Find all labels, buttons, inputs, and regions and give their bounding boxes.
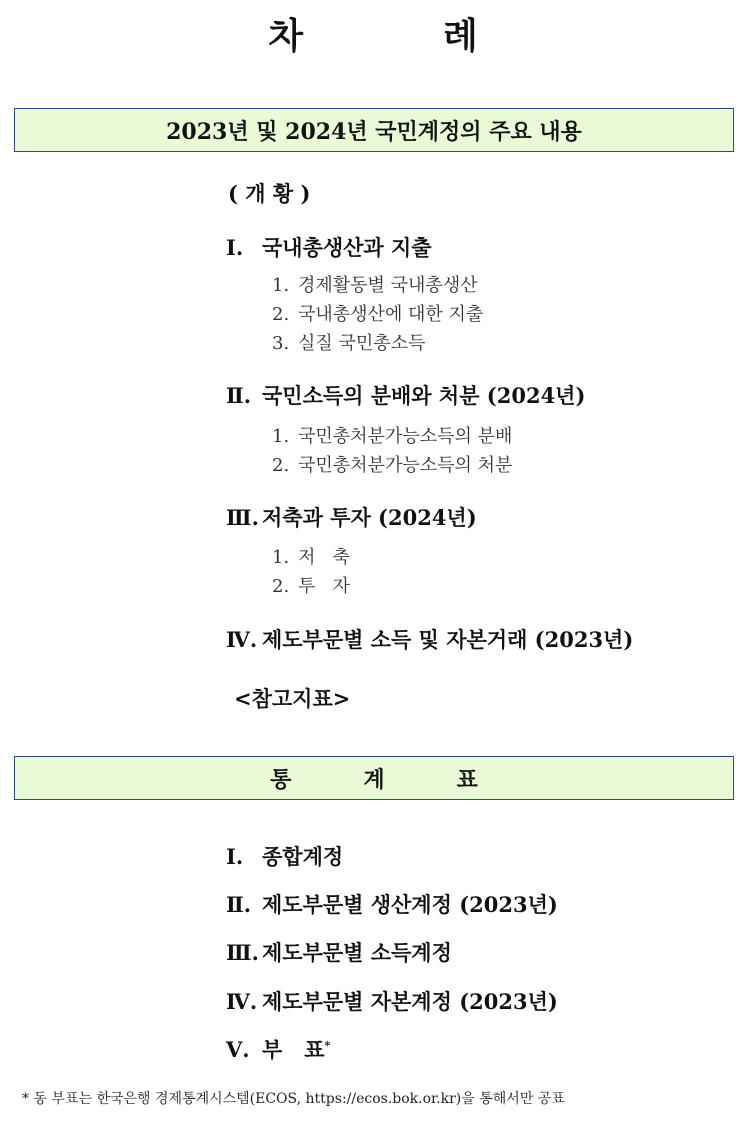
reference-indicators[interactable]: <참고지표> bbox=[234, 686, 351, 711]
banner-word-2: 계 bbox=[363, 766, 385, 793]
chapter-label: 제도부문별 소득 및 자본거래 (2023년) bbox=[262, 627, 634, 652]
roman-numeral: Ⅳ. bbox=[226, 989, 258, 1014]
title-right: 례 bbox=[443, 15, 478, 57]
roman-numeral: Ⅰ. bbox=[226, 844, 244, 869]
chapter-label: 제도부문별 생산계정 (2023년) bbox=[262, 892, 558, 917]
item-number: 2. bbox=[272, 455, 290, 476]
section1-banner-text: 2023년 및 2024년 국민계정의 주요 내용 bbox=[166, 118, 582, 145]
toc-s1-ch3-item-2[interactable] bbox=[272, 572, 350, 598]
item-number: 2. bbox=[272, 576, 290, 597]
toc-s1-chapter-1[interactable] bbox=[226, 232, 432, 262]
item-label: 경제활동별 국내총생산 bbox=[298, 275, 478, 296]
chapter-label: 제도부문별 소득계정 bbox=[262, 940, 452, 965]
item-number: 1. bbox=[272, 547, 290, 568]
title-left: 차 bbox=[268, 15, 303, 57]
item-number: 2. bbox=[272, 304, 290, 325]
item-label: 국내총생산에 대한 지출 bbox=[298, 304, 484, 325]
toc-s1-chapter-4[interactable] bbox=[226, 624, 633, 654]
chapter-label: 종합계정 bbox=[262, 844, 344, 869]
chapter-label: 부 표 bbox=[262, 1037, 325, 1062]
item-label: 실질 국민총소득 bbox=[298, 333, 426, 354]
toc-s1-ch2-item-2[interactable] bbox=[272, 451, 512, 477]
toc-s2-chapter-5[interactable] bbox=[226, 1034, 330, 1064]
toc-s2-chapter-3[interactable] bbox=[226, 937, 452, 967]
footnote-marker: * bbox=[324, 1039, 331, 1052]
chapter-label: 국내총생산과 지출 bbox=[262, 235, 432, 260]
toc-s1-chapter-3[interactable] bbox=[226, 502, 477, 532]
item-number: 3. bbox=[272, 333, 290, 354]
item-number: 1. bbox=[272, 426, 290, 447]
item-label: 국민총처분가능소득의 처분 bbox=[298, 455, 513, 476]
toc-s1-chapter-2[interactable] bbox=[226, 380, 585, 410]
chapter-label: 저축과 투자 (2024년) bbox=[262, 505, 477, 530]
roman-numeral: Ⅱ. bbox=[226, 383, 252, 408]
item-label: 국민총처분가능소득의 분배 bbox=[298, 426, 513, 447]
page-title bbox=[0, 8, 746, 59]
toc-s1-ch1-item-1[interactable] bbox=[272, 271, 478, 297]
footnote: * 동 부표는 한국은행 경제통계시스템(ECOS, https://ecos.bok.or.kr)을 통해서만 공표 bbox=[22, 1091, 565, 1107]
toc-s2-chapter-2[interactable] bbox=[226, 889, 558, 919]
chapter-label: 국민소득의 분배와 처분 (2024년) bbox=[262, 383, 586, 408]
toc-s1-ch2-item-1[interactable] bbox=[272, 422, 512, 448]
toc-s2-chapter-4[interactable] bbox=[226, 986, 558, 1016]
section1-banner bbox=[14, 108, 734, 152]
toc-s1-ch1-item-2[interactable] bbox=[272, 300, 483, 326]
roman-numeral: Ⅱ. bbox=[226, 892, 252, 917]
section2-banner bbox=[14, 756, 734, 800]
roman-numeral: Ⅳ. bbox=[226, 627, 258, 652]
overview-heading[interactable]: ( 개 황 ) bbox=[228, 181, 311, 206]
item-number: 1. bbox=[272, 275, 290, 296]
roman-numeral: Ⅲ. bbox=[226, 940, 259, 965]
item-label: 투 자 bbox=[298, 576, 350, 597]
chapter-label: 제도부문별 자본계정 (2023년) bbox=[262, 989, 558, 1014]
toc-s2-chapter-1[interactable] bbox=[226, 841, 343, 871]
roman-numeral: Ⅰ. bbox=[226, 235, 244, 260]
roman-numeral: Ⅲ. bbox=[226, 505, 259, 530]
toc-s1-ch1-item-3[interactable] bbox=[272, 329, 425, 355]
banner-word-3: 표 bbox=[456, 766, 478, 793]
toc-s1-ch3-item-1[interactable] bbox=[272, 543, 350, 569]
item-label: 저 축 bbox=[298, 547, 350, 568]
roman-numeral: Ⅴ. bbox=[226, 1037, 250, 1062]
banner-word-1: 통 bbox=[270, 766, 292, 793]
